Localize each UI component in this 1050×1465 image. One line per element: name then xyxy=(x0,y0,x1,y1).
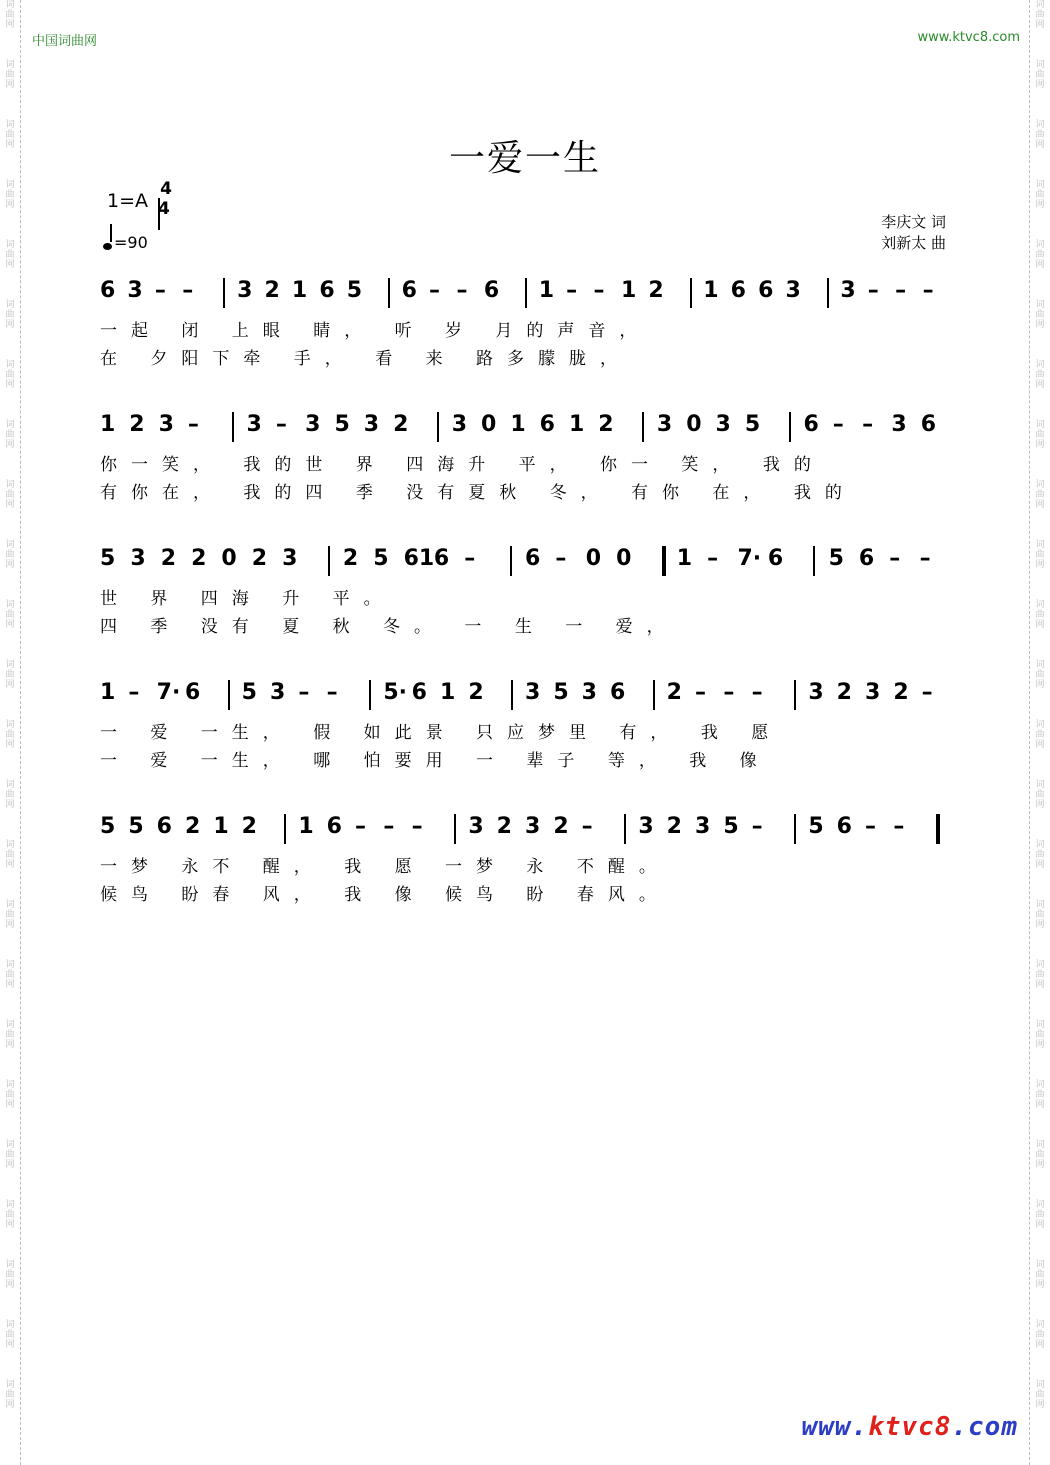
score-note: 2 xyxy=(185,814,201,839)
score-note: 5 xyxy=(346,278,363,303)
score-note: 2 xyxy=(598,412,614,437)
score-note: 3 xyxy=(282,546,298,571)
bar-line xyxy=(936,814,940,844)
footer-logo-brand: ktvc8 xyxy=(868,1412,952,1442)
header-site-name: 中国词曲网 xyxy=(32,34,98,49)
score-note: 3 xyxy=(525,680,541,705)
score-note: 6 xyxy=(433,546,450,571)
watermark-glyph: 词 曲 网 xyxy=(5,480,15,510)
score-note: – xyxy=(187,412,199,437)
score-note: – xyxy=(128,680,140,705)
score-note: 6 xyxy=(803,412,819,437)
score-note: – xyxy=(922,278,934,303)
score-row xyxy=(0,278,1050,398)
score-note: 1 xyxy=(213,814,229,839)
watermark-glyph: 词 曲 网 xyxy=(1035,480,1045,510)
score-note: 0 xyxy=(585,546,602,571)
score-note: 2 xyxy=(553,814,569,839)
score-note: 1 xyxy=(620,278,637,303)
watermark-glyph: 词 曲 网 xyxy=(5,1320,15,1350)
bar-line xyxy=(794,814,796,844)
score-note: 6 xyxy=(319,278,335,303)
watermark-glyph: 词 曲 网 xyxy=(5,0,15,30)
watermark-glyph: 词 曲 网 xyxy=(1035,1380,1045,1410)
watermark-glyph: 词 曲 网 xyxy=(5,720,15,750)
score-note: – xyxy=(298,680,310,705)
score-note: 3 xyxy=(865,680,881,705)
watermark-glyph: 词 曲 网 xyxy=(5,120,15,150)
score-note: 1 xyxy=(538,278,555,303)
quarter-note-icon xyxy=(103,243,112,250)
bar-line xyxy=(328,546,330,576)
watermark-glyph: 词 曲 网 xyxy=(1035,1200,1045,1230)
score-note: 2 xyxy=(836,680,852,705)
score-note: 6 xyxy=(156,814,172,839)
watermark-glyph: 词 曲 网 xyxy=(5,960,15,990)
watermark-glyph: 词 曲 网 xyxy=(1035,1320,1045,1350)
score-note: 3 xyxy=(840,278,856,303)
bar-line xyxy=(789,412,791,442)
score-note: 6 xyxy=(758,278,774,303)
watermark-glyph: 词 曲 网 xyxy=(1035,300,1045,330)
score-note: 7· xyxy=(156,680,181,705)
score-note: – xyxy=(593,278,605,303)
score-note: 3 xyxy=(237,278,253,303)
bar-line xyxy=(388,278,390,308)
score-note: 3 xyxy=(305,412,321,437)
score-note: – xyxy=(751,680,763,705)
tempo-value: =90 xyxy=(114,233,148,252)
bar-line xyxy=(228,680,230,710)
watermark-glyph: 词 曲 网 xyxy=(1035,840,1045,870)
score-note: – xyxy=(182,278,194,303)
score-note: 6 xyxy=(836,814,852,839)
bar-line xyxy=(369,680,371,710)
score-row xyxy=(0,680,1050,800)
time-signature xyxy=(158,179,174,219)
footer-logo xyxy=(801,1412,1018,1442)
lyrics-verse-1: 世 界 四海 升 平。 xyxy=(100,589,395,609)
score-note: 3 xyxy=(891,412,907,437)
score-note: 6 xyxy=(525,546,541,571)
score-note: 3 xyxy=(656,412,673,437)
watermark-glyph: 词 曲 网 xyxy=(5,240,15,270)
score-note: 6 xyxy=(185,680,201,705)
score-note: – xyxy=(464,546,476,571)
footer-logo-suffix: .com xyxy=(951,1412,1018,1442)
score-note: – xyxy=(723,680,735,705)
watermark-glyph: 词 曲 网 xyxy=(5,1200,15,1230)
bar-line xyxy=(827,278,829,308)
score-note: 1 xyxy=(510,412,526,437)
bar-line xyxy=(437,412,439,442)
score-note: – xyxy=(893,814,905,839)
score-note: – xyxy=(862,412,874,437)
score-note: 6 xyxy=(411,680,427,705)
score-note: 5 xyxy=(828,546,844,571)
bar-line xyxy=(223,278,225,308)
score-note: – xyxy=(456,278,468,303)
score-note: 2 xyxy=(264,278,280,303)
score-note: 6 xyxy=(610,680,626,705)
score-note: 0 xyxy=(221,546,237,571)
score-note: 3 xyxy=(695,814,711,839)
score-note: – xyxy=(566,278,578,303)
bar-line xyxy=(690,278,692,308)
score-note: 2 xyxy=(893,680,909,705)
score-note: 5 xyxy=(553,680,569,705)
score-note: 2 xyxy=(129,412,145,437)
score-note: 7· xyxy=(737,546,762,571)
score-note: – xyxy=(832,412,844,437)
score-note: 2 xyxy=(241,814,257,839)
composer-credit: 刘新太 曲 xyxy=(881,234,946,252)
score-note: 5 xyxy=(723,814,739,839)
watermark-glyph: 词 曲 网 xyxy=(1035,1140,1045,1170)
score-note: 2 xyxy=(342,546,359,571)
lyrics-verse-1: 一起 闭 上眼 睛， 听 岁 月的声音， xyxy=(100,321,651,341)
score-row xyxy=(0,814,1050,934)
lyrics-verse-2: 在 夕阳下牵 手， 看 来 路多朦胧， xyxy=(100,349,632,369)
score-note: – xyxy=(154,278,166,303)
score-note: 3 xyxy=(127,278,143,303)
watermark-glyph: 词 曲 网 xyxy=(5,660,15,690)
score-note: – xyxy=(919,546,931,571)
tempo-marking xyxy=(103,230,148,252)
score-note: 6 xyxy=(730,278,746,303)
score-note: 3 xyxy=(525,814,541,839)
watermark-glyph: 词 曲 网 xyxy=(1035,360,1045,390)
score-note: – xyxy=(555,546,567,571)
score-note: 6 xyxy=(920,412,936,437)
score-note: 5 xyxy=(808,814,824,839)
score-note: 2 xyxy=(191,546,207,571)
score-note: – xyxy=(581,814,593,839)
score-note: – xyxy=(326,680,338,705)
score-note: 3 xyxy=(451,412,468,437)
score-note: 1 xyxy=(676,546,693,571)
lyricist-credit: 李庆文 词 xyxy=(881,213,946,231)
lyrics-verse-2: 有你在， 我的四 季 没有夏秋 冬， 有你 在， 我的 xyxy=(100,483,856,503)
score-note: 5 xyxy=(128,814,144,839)
watermark-glyph: 词 曲 网 xyxy=(1035,960,1045,990)
score-note: 1 xyxy=(298,814,314,839)
bar-line xyxy=(454,814,456,844)
bar-line xyxy=(511,680,513,710)
song-title: 一爱一生 xyxy=(448,138,601,179)
score-note: 5 xyxy=(373,546,389,571)
score-note: 5 xyxy=(100,814,116,839)
bar-line xyxy=(525,278,527,308)
watermark-glyph: 词 曲 网 xyxy=(1035,780,1045,810)
watermark-glyph: 词 曲 网 xyxy=(1035,720,1045,750)
lyrics-verse-1: 你一笑， 我的世 界 四海升 平， 你一 笑， 我的 xyxy=(100,455,825,475)
score-note: 1 xyxy=(568,412,585,437)
score-row xyxy=(0,546,1050,666)
bar-line xyxy=(813,546,815,576)
watermark-glyph: 词 曲 网 xyxy=(5,1260,15,1290)
score-note: 1 xyxy=(100,680,116,705)
watermark-glyph: 词 曲 网 xyxy=(1035,1020,1045,1050)
header-site-url: www.ktvc8.com xyxy=(917,30,1020,45)
score-note: 3 xyxy=(158,412,174,437)
bar-line xyxy=(284,814,286,844)
score-note: 3 xyxy=(270,680,286,705)
score-note: 3 xyxy=(581,680,597,705)
score-note: 6 xyxy=(401,278,417,303)
watermark-glyph: 词 曲 网 xyxy=(5,780,15,810)
credits xyxy=(881,212,946,254)
score-note: 3 xyxy=(785,278,801,303)
score-note: 2 xyxy=(393,412,409,437)
watermark-glyph: 词 曲 网 xyxy=(1035,1260,1045,1290)
score-note: 2 xyxy=(666,814,682,839)
watermark-glyph: 词 曲 网 xyxy=(5,1080,15,1110)
score-note: 3 xyxy=(130,546,146,571)
score-note: – xyxy=(707,546,719,571)
score-note: 1 xyxy=(703,278,719,303)
bar-line xyxy=(642,412,644,442)
watermark-glyph: 词 曲 网 xyxy=(5,180,15,210)
watermark-glyph: 词 曲 网 xyxy=(5,1380,15,1410)
score-note: 3 xyxy=(808,680,824,705)
score-note: 3 xyxy=(638,814,654,839)
watermark-glyph: 词 曲 网 xyxy=(5,420,15,450)
score-note: 2 xyxy=(468,680,484,705)
score-note: 6 xyxy=(858,546,875,571)
watermark-glyph: 词 曲 网 xyxy=(5,60,15,90)
score-note: – xyxy=(275,412,287,437)
watermark-glyph: 词 曲 网 xyxy=(5,900,15,930)
score-note: 0 xyxy=(686,412,702,437)
score-note: 6 xyxy=(767,546,784,571)
score-note: 61 xyxy=(403,546,435,571)
watermark-glyph: 词 曲 网 xyxy=(5,360,15,390)
watermark-glyph: 词 曲 网 xyxy=(5,840,15,870)
bar-line xyxy=(662,546,666,576)
score-note: 0 xyxy=(481,412,497,437)
score-note: 1 xyxy=(291,278,308,303)
footer-logo-prefix: www. xyxy=(801,1412,869,1442)
score-note: 5 xyxy=(100,546,116,571)
score-note: – xyxy=(695,680,706,705)
watermark-glyph: 词 曲 网 xyxy=(5,1020,15,1050)
score-note: 6 xyxy=(483,278,500,303)
lyrics-verse-1: 一梦 永不 醒， 我 愿 一梦 永 不醒。 xyxy=(100,857,670,877)
note-stem xyxy=(110,224,112,242)
score-note: 6 xyxy=(539,412,555,437)
score-note: 2 xyxy=(648,278,664,303)
score-note: 1 xyxy=(440,680,456,705)
score-note: – xyxy=(867,278,879,303)
score-note: 5 xyxy=(334,412,350,437)
score-note: – xyxy=(751,814,763,839)
watermark-glyph: 词 曲 网 xyxy=(5,300,15,330)
score-note: – xyxy=(895,278,907,303)
score-note: 5 xyxy=(744,412,761,437)
lyrics-verse-2: 一 爱 一生， 哪 怕要用 一 辈子 等， 我 像 xyxy=(100,751,771,771)
watermark-glyph: 词 曲 网 xyxy=(1035,540,1045,570)
score-note: 6 xyxy=(100,278,116,303)
bar-line xyxy=(232,412,234,442)
watermark-glyph: 词 曲 网 xyxy=(1035,1080,1045,1110)
score-note: 3 xyxy=(246,412,262,437)
score-note: – xyxy=(889,546,901,571)
score-note: 3 xyxy=(715,412,731,437)
score-note: – xyxy=(411,814,423,839)
score-note: 2 xyxy=(666,680,682,705)
watermark-glyph: 词 曲 网 xyxy=(1035,900,1045,930)
watermark-glyph: 词 曲 网 xyxy=(5,540,15,570)
score-note: 2 xyxy=(160,546,177,571)
score-note: 0 xyxy=(616,546,632,571)
watermark-glyph: 词 曲 网 xyxy=(1035,240,1045,270)
watermark-glyph: 词 曲 网 xyxy=(5,600,15,630)
time-signature-bottom: 4 xyxy=(158,198,160,230)
score-note: 5· xyxy=(383,680,407,705)
watermark-glyph: 词 曲 网 xyxy=(1035,600,1045,630)
bar-line xyxy=(510,546,512,576)
score-note: – xyxy=(921,680,933,705)
bar-line xyxy=(653,680,655,710)
score-note: – xyxy=(355,814,366,839)
bar-line xyxy=(624,814,626,844)
watermark-glyph: 词 曲 网 xyxy=(1035,180,1045,210)
lyrics-verse-2: 候鸟 盼春 风， 我 像 候鸟 盼 春风。 xyxy=(100,885,670,905)
score-note: – xyxy=(429,278,441,303)
score-note: – xyxy=(383,814,395,839)
key-signature: 1=A xyxy=(107,190,149,212)
score-row xyxy=(0,412,1050,532)
lyrics-verse-1: 一 爱 一生， 假 如此景 只应梦里 有， 我 愿 xyxy=(100,723,783,743)
score-note: 6 xyxy=(326,814,342,839)
score-note: 2 xyxy=(251,546,268,571)
watermark-glyph: 词 曲 网 xyxy=(5,1140,15,1170)
score-note: 1 xyxy=(100,412,116,437)
score-note: 3 xyxy=(363,412,380,437)
score-note: 3 xyxy=(468,814,484,839)
score-note: – xyxy=(865,814,876,839)
watermark-glyph: 词 曲 网 xyxy=(1035,660,1045,690)
lyrics-verse-2: 四 季 没有 夏 秋 冬。 一 生 一 爱， xyxy=(100,617,678,637)
watermark-glyph: 词 曲 网 xyxy=(1035,0,1045,30)
watermark-glyph: 词 曲 网 xyxy=(1035,60,1045,90)
watermark-glyph: 词 曲 网 xyxy=(1035,120,1045,150)
time-signature-top: 4 xyxy=(160,179,172,199)
score-note: 5 xyxy=(241,680,257,705)
bar-line xyxy=(794,680,796,710)
score-note: 2 xyxy=(496,814,512,839)
watermark-glyph: 词 曲 网 xyxy=(1035,420,1045,450)
